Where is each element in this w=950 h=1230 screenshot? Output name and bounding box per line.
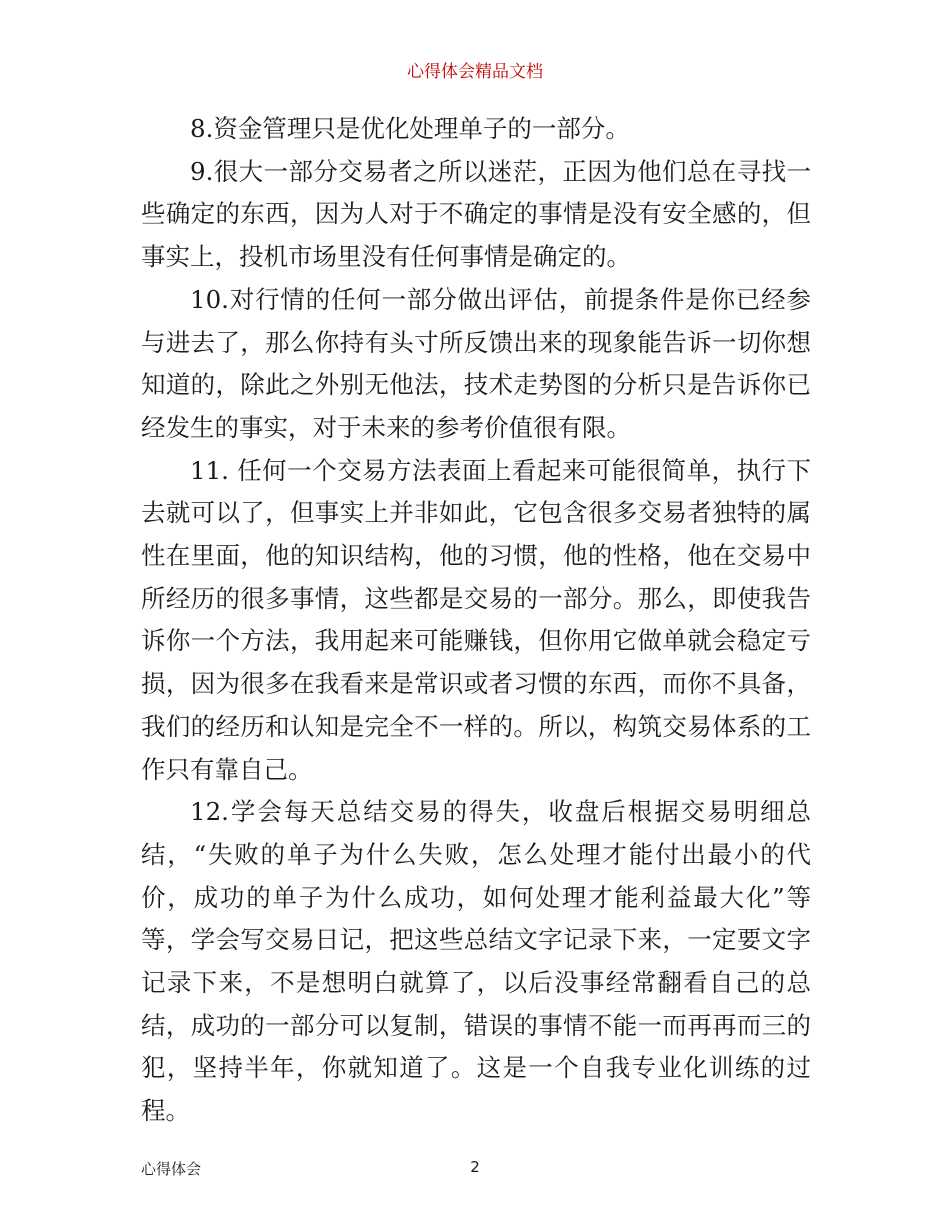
paragraph-11: 11. 任何一个交易方法表面上看起来可能很简单，执行下去就可以了，但事实上并非如此，它包含很多交易者独特的属性在里面，他的知识结构，他的习惯，他的性格，他在交易中所经历的很多事情，这些都是交易的一部分。那么，即使我告诉你一个方法，我用起来可能赚钱，但你用它做单就会稳定亏损，因为很多在我看来是常识或者习惯的东西，而你不具备，我们的经历和认知是完全不一样的。所以，构筑交易体系的工作只有靠自己。 [141,455,811,784]
paragraph-12: 12.学会每天总结交易的得失，收盘后根据交易明细总结，“失败的单子为什么失败，怎么处理才能付出最小的代价，成功的单子为什么成功，如何处理才能利益最大化”等等，学会写交易日记，把这些总结文字记录下来，一定要文字记录下来，不是想明白就算了，以后没事经常翻看自己的总结，成功的一部分可以复制，错误的事情不能一而再再而三的犯，坚持半年，你就知道了。这是一个自我专业化训练的过程。 [141,797,811,1126]
document-body [141,108,811,1133]
paragraph-8: 8.资金管理只是优化处理单子的一部分。 [190,114,630,143]
page-number: 2 [470,1158,480,1176]
footer-label: 心得体会 [141,1160,202,1178]
paragraph-9: 9.很大一部分交易者之所以迷茫，正因为他们总在寻找一些确定的东西，因为人对于不确定的事情是没有安全感的，但事实上，投机市场里没有任何事情是确定的。 [141,156,811,272]
paragraph-10: 10.对行情的任何一部分做出评估，前提条件是你已经参与进去了，那么你持有头寸所反馈出来的现象能告诉一切你想知道的，除此之外别无他法，技术走势图的分析只是告诉你已经发生的事实，对于未来的参考价值很有限。 [141,284,811,442]
page-header-title: 心得体会精品文档 [407,62,543,82]
